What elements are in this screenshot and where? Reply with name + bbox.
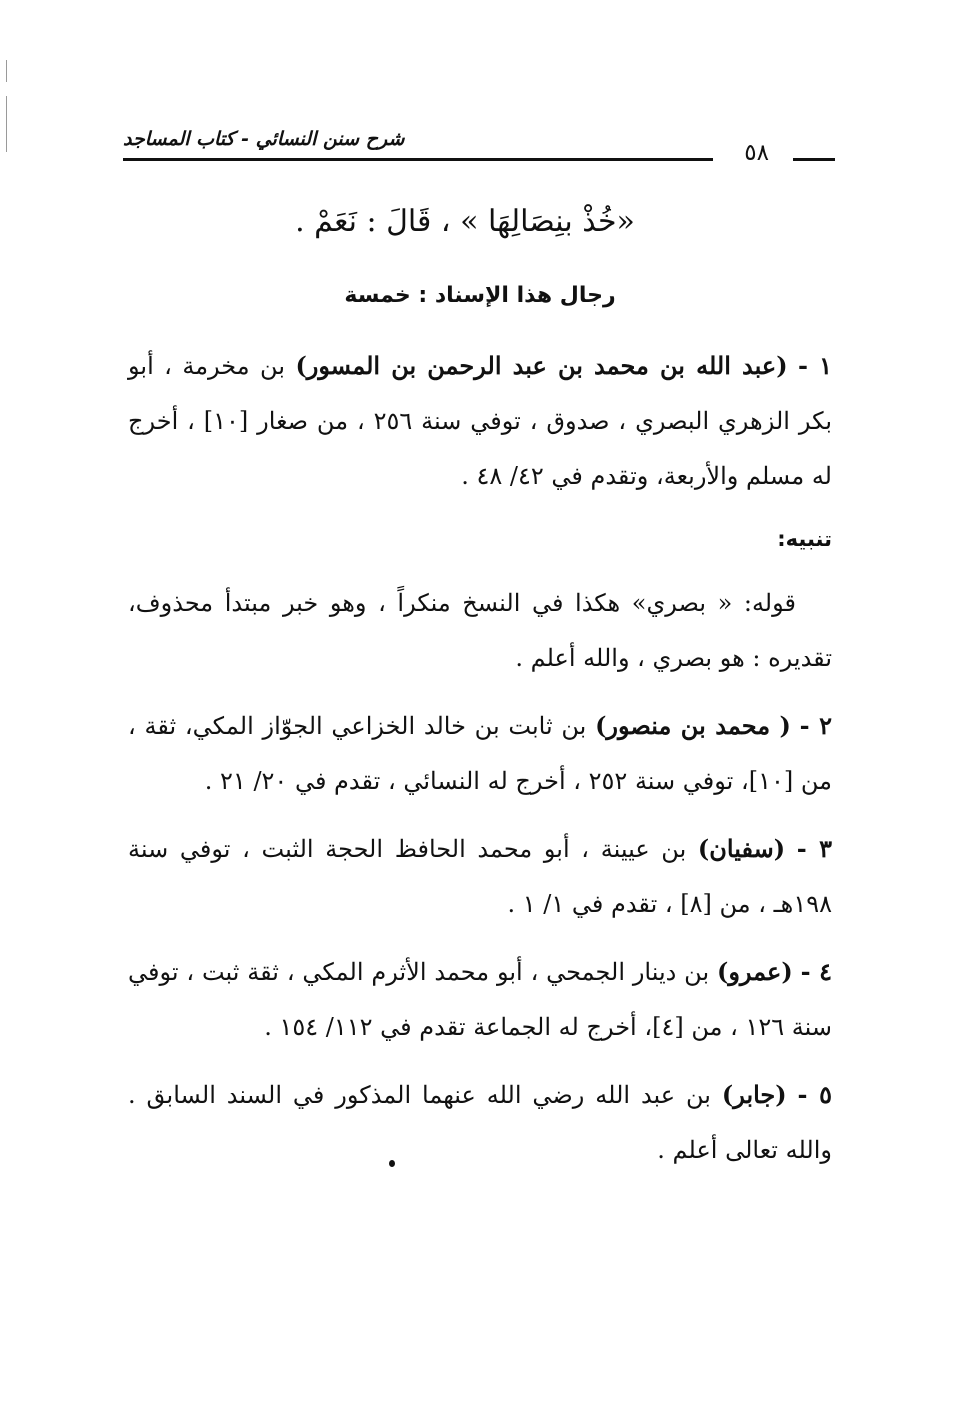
narrator-name: ( محمد بن منصور) (595, 711, 791, 740)
entry-number: ٢ - (799, 711, 832, 740)
entry-number: ٥ - (797, 1080, 832, 1109)
narrator-details: بن ثابت بن خالد الخزاعي الجوّاز المكي، ثقة ، من [١٠]، توفي سنة ٢٥٢ ، أخرج له النسائي ، تقدم في ٢٠/ ٢١ . (128, 712, 832, 795)
narrator-name: (سفيان) (697, 834, 786, 863)
page-number-rule (793, 158, 835, 161)
note-text: قوله: « بصري» هكذا في النسخ منكراً ، وهو خبر مبتدأ محذوف، تقديره : هو بصري ، والله أعلم . (128, 589, 832, 672)
narrator-entry (128, 944, 832, 1055)
narrator-entry (128, 338, 832, 504)
narrator-details: بن عبد الله رضي الله عنهما المذكور في السند السابق . والله تعالى أعلم . (128, 1081, 832, 1164)
header-rule (123, 158, 713, 161)
entry-number: ٣ - (796, 834, 832, 863)
page-body (128, 192, 832, 1190)
ink-speck (389, 1160, 395, 1167)
narrator-name: (عمرو) (716, 957, 793, 986)
page-header (123, 118, 835, 168)
narrator-entry (128, 1067, 832, 1178)
section-title: رجال هذا الإسناد : خمسة (344, 283, 616, 308)
entry-number: ١ - (797, 351, 832, 380)
narrator-name: (جابر) (721, 1080, 787, 1109)
narrator-details: بن عيينة ، أبو محمد الحافظ الحجة الثبت ، توفي سنة ١٩٨هـ ، من [٨] ، تقدم في ١/ ١ . (128, 835, 832, 918)
hadith-quote: «خُذْ بنِصَالِهَا » ، قَالَ : نَعَمْ . (295, 204, 635, 239)
narrator-details: بن دينار الجمحي ، أبو محمد الأثرم المكي ، ثقة ثبت ، توفي سنة ١٢٦ ، من [٤]، أخرج له الجماعة تقدم في ١١٢/ ١٥٤ . (128, 958, 832, 1041)
page-number: ٥٨ (744, 140, 769, 166)
entry-number: ٤ - (800, 957, 832, 986)
narrator-entry (128, 821, 832, 932)
narrator-name: (عبد الله بن محمد بن عبد الرحمن بن المسور) (295, 351, 788, 380)
scan-margin-mark (6, 60, 7, 82)
note-title: تنبيه: (777, 527, 832, 551)
narrator-details: بن مخرمة ، أبو بكر الزهري البصري ، صدوق ، توفي سنة ٢٥٦ ، من صغار [١٠] ، أخرج له مسلم والأربعة، وتقدم في ٤٢/ ٤٨ . (128, 352, 833, 490)
running-title: شرح سنن النسائي - كتاب المساجد (123, 128, 405, 150)
scan-margin-mark (6, 96, 7, 152)
narrator-entry (128, 698, 832, 809)
